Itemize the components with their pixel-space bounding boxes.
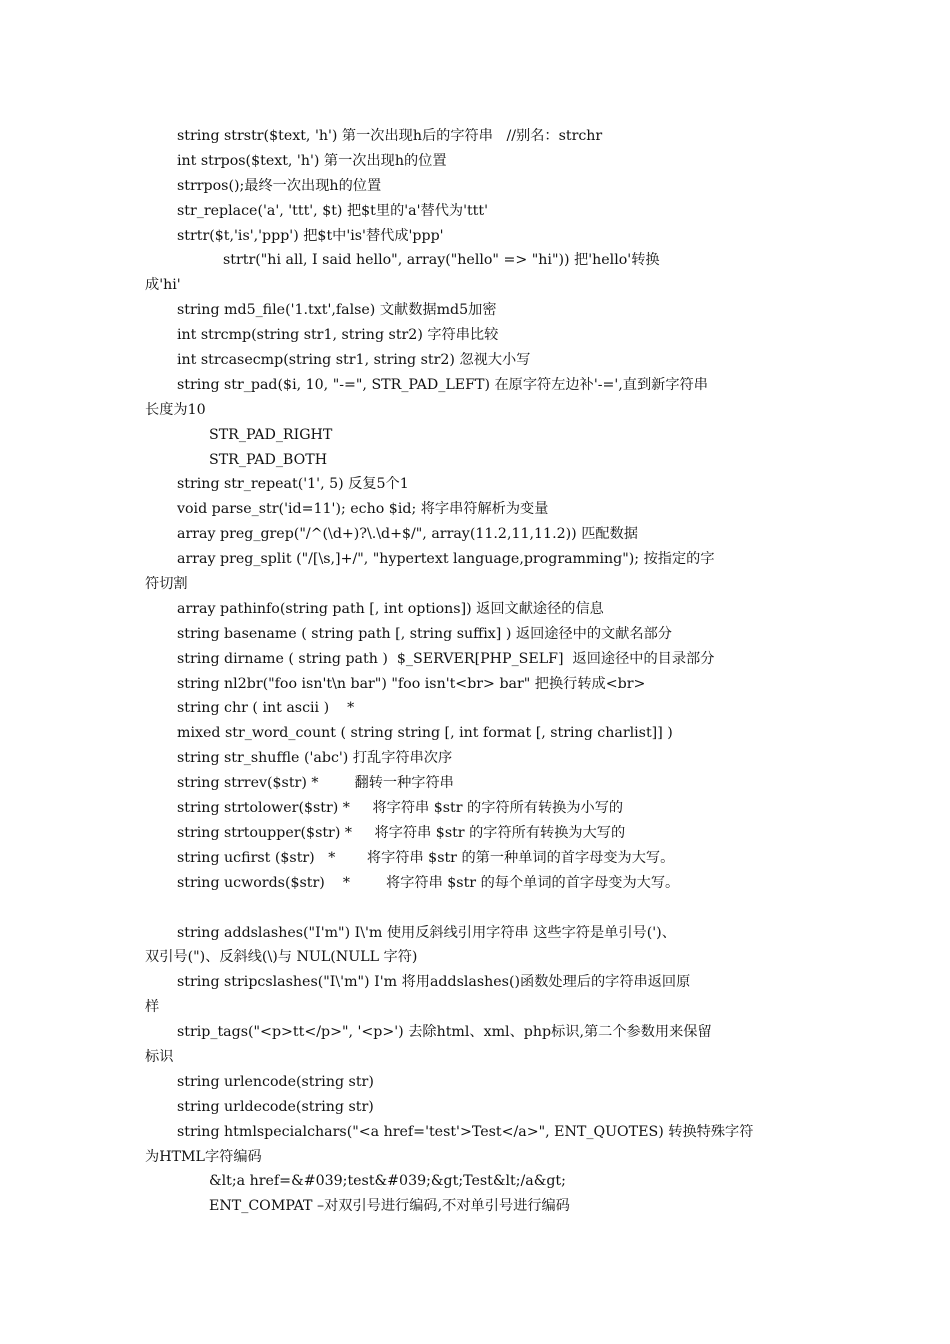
- text-line: string md5_file('1.txt',false) 文献数据md5加密: [177, 302, 497, 319]
- text-line: array preg_grep("/^(\d+)?\.\d+$/", array(11.2,11,11.2)) 匹配数据: [177, 526, 638, 543]
- text-line: string urldecode(string str): [177, 1098, 374, 1115]
- text-line: string basename ( string path [, string suffix] ) 返回途径中的文献名部分: [177, 625, 672, 642]
- text-line: 为HTML字符编码: [145, 1148, 262, 1165]
- text-line: STR_PAD_BOTH: [209, 451, 328, 468]
- text-line: ENT_COMPAT –对双引号进行编码,不对单引号进行编码: [209, 1198, 570, 1215]
- text-line: STR_PAD_RIGHT: [209, 426, 333, 443]
- text-line: string addslashes("I'm") I\'m 使用反斜线引用字符串 这些字符是单引号(')、: [177, 924, 676, 941]
- text-line: 样: [145, 999, 160, 1016]
- text-line: str_replace('a', 'ttt', $t) 把$t里的'a'替代为'ttt': [177, 202, 488, 219]
- text-line: string urlencode(string str): [177, 1073, 374, 1090]
- text-line: string htmlspecialchars("<a href='test'>Test</a>", ENT_QUOTES) 转换特殊字符: [177, 1123, 754, 1140]
- text-line: 成'hi': [145, 277, 181, 294]
- text-line: string str_shuffle ('abc') 打乱字符串次序: [177, 750, 453, 767]
- text-line: 长度为10: [145, 401, 206, 418]
- text-line: strrpos();最终一次出现h的位置: [177, 177, 382, 194]
- text-line: int strpos($text, 'h') 第一次出现h的位置: [177, 152, 447, 169]
- document-body: [145, 124, 815, 1219]
- text-line: string str_pad($i, 10, "-=", STR_PAD_LEFT) 在原字符左边补'-=',直到新字符串: [177, 376, 708, 393]
- text-line: string strtoupper($str) * 将字符串 $str 的字符所有转换为大写的: [177, 824, 626, 841]
- text-line: string strrev($str) * 翻转一种字符串: [177, 775, 454, 792]
- text-line: string stripcslashes("I\'m") I'm 将用addslashes()函数处理后的字符串返回原: [177, 974, 691, 991]
- text-line: 标识: [145, 1048, 174, 1065]
- text-line: string strstr($text, 'h') 第一次出现h后的字符串 //别名：strchr: [177, 128, 603, 144]
- text-line: string ucfirst ($str) * 将字符串 $str 的第一种单词的首字母变为大写。: [177, 849, 675, 866]
- text-line: int strcasecmp(string str1, string str2) 忽视大小写: [177, 352, 531, 369]
- text-line: string ucwords($str) * 将字符串 $str 的每个单词的首字母变为大写。: [177, 874, 680, 891]
- text-line: mixed str_word_count ( string string [, int format [, string charlist]] ): [177, 725, 673, 742]
- text-line: array pathinfo(string path [, int options]) 返回文献途径的信息: [177, 600, 604, 617]
- text-line: strtr("hi all, I said hello", array("hello" => "hi")) 把'hello'转换: [223, 252, 660, 269]
- text-line: strtr($t,'is','ppp') 把$t中'is'替代成'ppp': [177, 227, 444, 244]
- text-line: 符切割: [145, 576, 188, 593]
- text-line: void parse_str('id=11'); echo $id; 将字串符解析为变量: [177, 501, 549, 518]
- text-line: string strtolower($str) * 将字符串 $str 的字符所有转换为小写的: [177, 800, 624, 817]
- blank-line: [145, 896, 815, 921]
- text-line: 双引号(")、反斜线(\)与 NUL(NULL 字符): [145, 949, 418, 966]
- text-line: array preg_split ("/[\s,]+/", "hypertext language,programming"); 按指定的字: [177, 551, 715, 568]
- text-line: string dirname ( string path ) $_SERVER[PHP_SELF] 返回途径中的目录部分: [177, 650, 715, 667]
- text-line: &lt;a href=&#039;test&#039;&gt;Test&lt;/a&gt;: [209, 1173, 566, 1190]
- text-line: string str_repeat('1', 5) 反复5个1: [177, 476, 409, 493]
- text-line: string nl2br("foo isn't\n bar") "foo isn't<br> bar" 把换行转成<br>: [177, 675, 646, 692]
- text-line: string chr ( int ascii ) *: [177, 700, 355, 717]
- text-line: int strcmp(string str1, string str2) 字符串比较: [177, 327, 499, 344]
- text-line: strip_tags("<p>tt</p>", '<p>') 去除html、xml、php标识,第二个参数用来保留: [177, 1024, 712, 1041]
